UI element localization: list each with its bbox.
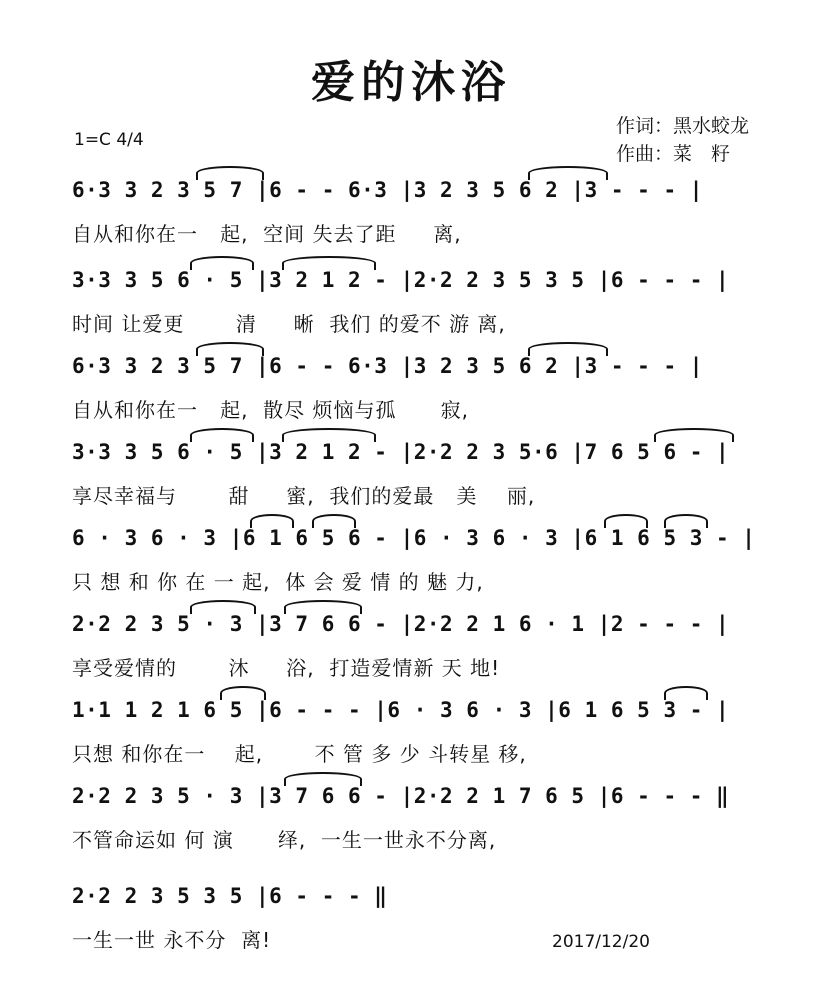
lyrics-line: 只 想 和 你 在 一 起, 体 会 爱 情 的 魅 力, (72, 570, 484, 594)
lyrics-line: 不管命运如 何 演 绎, 一生一世永不分离, (72, 828, 497, 852)
notes-line: 2·2 2 3 5 3 5 |6 - - - ‖ (72, 884, 388, 908)
lyrics-line: 只想 和你在一 起, 不 管 多 少 斗转星 移, (72, 742, 527, 766)
slur (312, 514, 356, 528)
slur (250, 514, 294, 528)
notes-line: 6 · 3 6 · 3 |6 1 6 5 6 - |6 · 3 6 · 3 |6 1 6 5 3 - | (72, 526, 756, 550)
staff-row-8 (0, 784, 822, 874)
notes-line: 2·2 2 3 5 · 3 |3 7 6 6 - |2·2 2 1 6 · 1 |2 - - - | (72, 612, 730, 636)
song-title: 爱的沐浴 (311, 57, 511, 108)
staff-row-9 (0, 884, 822, 974)
notes-line: 2·2 2 3 5 · 3 |3 7 6 6 - |2·2 2 1 7 6 5 |6 - - - ‖ (72, 784, 730, 808)
lyrics-line: 自从和你在一 起, 空间 失去了距 离, (72, 222, 462, 246)
slur (604, 514, 648, 528)
slur (284, 772, 362, 786)
slur (282, 428, 376, 442)
credits (616, 112, 749, 168)
slur (190, 428, 254, 442)
key-signature: 1=C 4/4 (74, 130, 144, 150)
slur (190, 256, 254, 270)
lyrics-line: 享受爱情的 沐 浴, 打造爱情新 天 地! (72, 656, 501, 680)
staff-row-2 (0, 268, 822, 358)
slur (528, 342, 608, 356)
slur (220, 686, 266, 700)
slur (654, 428, 734, 442)
staff-row-1 (0, 178, 822, 268)
staff-row-5 (0, 526, 822, 616)
lyrics-line: 享尽幸福与 甜 蜜, 我们的爱最 美 丽, (72, 484, 536, 508)
date: 2017/12/20 (552, 932, 650, 952)
lyrics-line: 时间 让爱更 清 晰 我们 的爱不 游 离, (72, 312, 506, 336)
slur (664, 686, 708, 700)
slur (196, 166, 264, 180)
slur (190, 600, 256, 614)
slur (664, 514, 708, 528)
slur (528, 166, 608, 180)
notes-line: 6·3 3 2 3 5 7 |6 - - 6·3 |3 2 3 5 6 2 |3 - - - | (72, 354, 703, 378)
notes-line: 1·1 1 2 1 6 5 |6 - - - |6 · 3 6 · 3 |6 1 6 5 3 - | (72, 698, 730, 722)
notes-line: 6·3 3 2 3 5 7 |6 - - 6·3 |3 2 3 5 6 2 |3 - - - | (72, 178, 703, 202)
staff-row-7 (0, 698, 822, 788)
slur (282, 256, 376, 270)
notes-line: 3·3 3 5 6 · 5 |3 2 1 2 - |2·2 2 3 5·6 |7 6 5 6 - | (72, 440, 730, 464)
notes-line: 3·3 3 5 6 · 5 |3 2 1 2 - |2·2 2 3 5 3 5 |6 - - - | (72, 268, 730, 292)
composer: 作曲：菜 籽 (616, 143, 731, 165)
lyrics-line: 自从和你在一 起, 散尽 烦恼与孤 寂, (72, 398, 470, 422)
lyrics-line: 一生一世 永不分 离! (72, 928, 272, 952)
slur (196, 342, 264, 356)
slur (284, 600, 362, 614)
lyricist: 作词：黑水蛟龙 (616, 115, 750, 137)
